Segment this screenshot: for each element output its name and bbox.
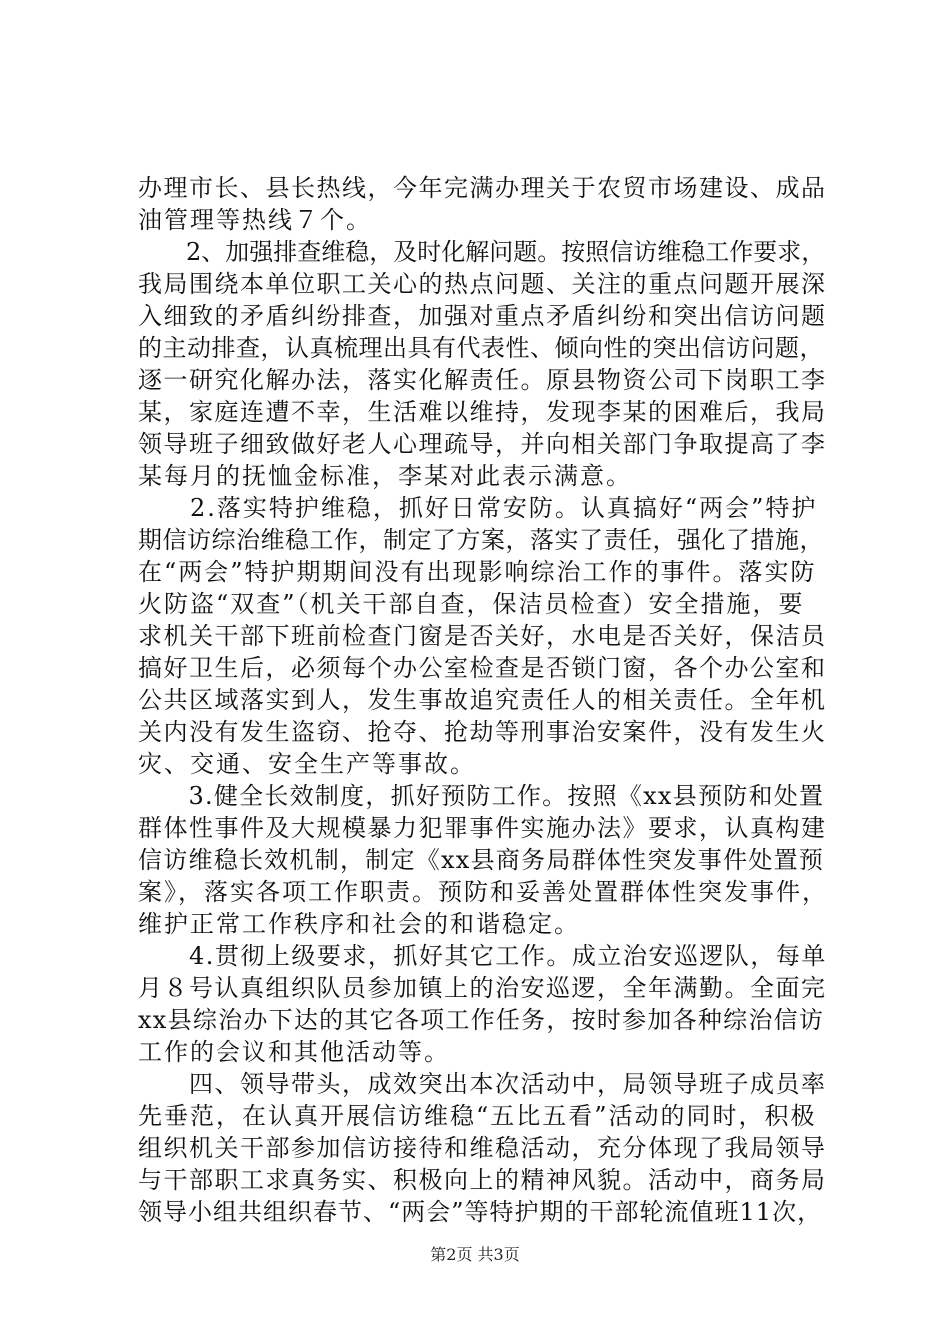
text-line: 逐一研究化解办法，落实化解责任。原县物资公司下岗职工李 [138,366,827,394]
text-line: 搞好卫生后，必须每个办公室检查是否锁门窗，各个办公室和 [138,654,827,682]
text-line: 公共区域落实到人，发生事故追究责任人的相关责任。全年机 [138,686,827,714]
text-line: 油管理等热线７个。 [138,206,372,234]
text-line: 领导班子细致做好老人心理疏导，并向相关部门争取提高了李 [138,430,827,458]
text-line: 领导小组共组织春节、“两会”等特护期的干部轮流值班11次， [138,1198,823,1226]
text-line: 关内没有发生盗窃、抢夺、抢劫等刑事治安案件，没有发生火 [138,718,827,746]
text-line: 群体性事件及大规模暴力犯罪事件实施办法》要求，认真构建 [138,814,827,842]
text-line: 案》，落实各项工作职责。预防和妥善处置群体性突发事件， [138,878,828,906]
text-line: 办理市长、县长热线，今年完满办理关于农贸市场建设、成品 [138,174,827,202]
text-line: 某，家庭连遭不幸，生活难以维持，发现李某的困难后，我局 [138,398,827,426]
text-line: 灾、交通、安全生产等事故。 [138,750,476,778]
text-line: xx县综治办下达的其它各项工作任务，按时参加各种综治信访 [138,1006,825,1034]
text-line: 月８号认真组织队员参加镇上的治安巡逻，全年满勤。全面完 [138,974,827,1002]
text-line: 2.落实特护维稳，抓好日常安防。认真搞好“两会”特护 [138,494,818,522]
text-line: 工作的会议和其他活动等。 [138,1038,450,1066]
text-line: 四、领导带头，成效突出本次活动中，局领导班子成员率 [138,1070,827,1098]
text-line: 入细致的矛盾纠纷排查，加强对重点矛盾纠纷和突出信访问题 [138,302,827,330]
text-line: 组织机关干部参加信访接待和维稳活动，充分体现了我局领导 [138,1134,827,1162]
text-line: 3.健全长效制度，抓好预防工作。按照《xx县预防和处置 [138,782,825,810]
text-line: 在“两会”特护期期间没有出现影响综治工作的事件。落实防 [138,558,817,586]
text-line: 的主动排查，认真梳理出具有代表性、倾向性的突出信访问题， [138,334,824,362]
text-line: 火防盗“双查”（机关干部自查，保洁员检查）安全措施，要 [138,590,805,618]
text-line: 某每月的抚恤金标准，李某对此表示满意。 [138,462,632,490]
text-line: 求机关干部下班前检查门窗是否关好，水电是否关好，保洁员 [138,622,827,650]
text-line: 期信访综治维稳工作，制定了方案，落实了责任，强化了措施， [138,526,824,554]
text-line: 4.贯彻上级要求，抓好其它工作。成立治安巡逻队，每单 [138,942,827,970]
page-footer: 第2页 共3页 [430,1245,520,1264]
text-line: 与干部职工求真务实、积极向上的精神风貌。活动中，商务局 [138,1166,827,1194]
text-line: 维护正常工作秩序和社会的和谐稳定。 [138,910,580,938]
text-line: 我局围绕本单位职工关心的热点问题、关注的重点问题开展深 [138,270,827,298]
text-line: 先垂范，在认真开展信访维稳“五比五看”活动的同时，积极 [138,1102,817,1130]
text-line: 2、加强排查维稳，及时化解问题。按照信访维稳工作要求， [138,238,826,266]
text-line: 信访维稳长效机制，制定《xx县商务局群体性突发事件处置预 [138,846,825,874]
document-body [138,172,828,1228]
